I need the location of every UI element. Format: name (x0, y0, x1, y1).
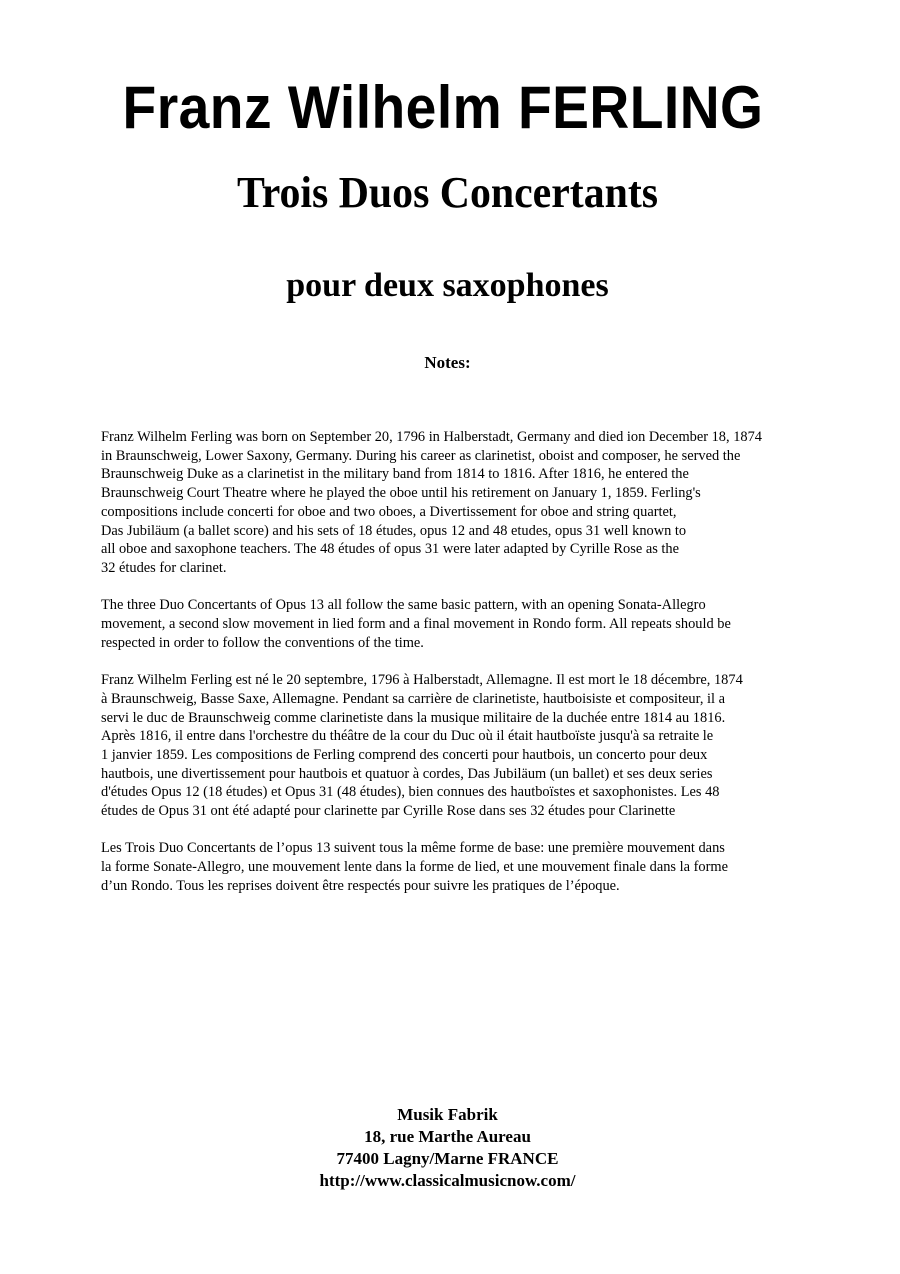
text-line: Franz Wilhelm Ferling was born on September 20, 1796 in Halberstadt, Germany and died ion December 18, 1874 (101, 429, 762, 445)
text-line: à Braunschweig, Basse Saxe, Allemagne. Pendant sa carrière de clarinetiste, hautboisiste et compositeur, il a (101, 690, 726, 707)
text-line: d’un Rondo. Tous les reprises doivent être respectés pour suivre les pratiques de l’époque. (101, 877, 620, 894)
text-line: compositions include concerti for oboe and two oboes, a Divertissement for oboe and string quartet, (101, 503, 677, 520)
publisher-name: Musik Fabrik (397, 1105, 498, 1124)
composer-name: Franz Wilhelm FERLING (122, 74, 764, 141)
notes-paragraph-french-structure (101, 839, 871, 895)
text-line: hautbois, une divertissement pour hautbois et quatuor à cordes, Das Jubiläum (un ballet) et ses deux series (101, 765, 713, 782)
text-line: The three Duo Concertants of Opus 13 all follow the same basic pattern, with an opening Sonata-Allegro (101, 597, 706, 614)
publisher-block (0, 1104, 895, 1192)
text-line: 32 études for clarinet. (101, 559, 227, 576)
text-line: all oboe and saxophone teachers. The 48 études of opus 31 were later adapted by Cyrille Rose as the (101, 541, 679, 558)
text-line: Les Trois Duo Concertants de l’opus 13 suivent tous la même forme de base: une première mouvement dans (101, 840, 725, 857)
text-line: in Braunschweig, Lower Saxony, Germany. During his career as clarinetist, oboist and composer, he served the (101, 447, 741, 464)
text-line: servi le duc de Braunschweig comme clarinetiste dans la musique militaire de la duchée entre 1814 au 1816. (101, 709, 726, 726)
notes-body (101, 428, 871, 914)
text-line: d'études Opus 12 (18 études) et Opus 31 (48 études), bien connues des hautboïstes et saxophonistes. Les 48 (101, 784, 720, 801)
notes-paragraph-english-biography (101, 428, 871, 578)
notes-paragraph-english-structure (101, 596, 871, 652)
publisher-street: 18, rue Marthe Aureau (364, 1127, 531, 1146)
instrumentation-subtitle: pour deux saxophones (286, 267, 609, 304)
notes-paragraph-french-biography (101, 671, 871, 821)
text-line: la forme Sonate-Allegro, une mouvement lente dans la forme de lied, et une mouvement finale dans la forme (101, 859, 728, 876)
text-line: Braunschweig Duke as a clarinetist in the military band from 1814 to 1816. After 1816, he entered the (101, 466, 689, 483)
text-line: movement, a second slow movement in lied form and a final movement in Rondo form. All repeats should be (101, 616, 731, 633)
publisher-city: 77400 Lagny/Marne FRANCE (336, 1149, 559, 1168)
text-line: Franz Wilhelm Ferling est né le 20 septembre, 1796 à Halberstadt, Allemagne. Il est mort le 18 décembre, 1874 (101, 672, 743, 689)
text-line: respected in order to follow the conventions of the time. (101, 634, 424, 651)
text-line: Après 1816, il entre dans l'orchestre du théâtre de la cour du Duc où il était hautboïste jusqu'à sa retraite le (101, 728, 714, 745)
text-line: Das Jubiläum (a ballet score) and his sets of 18 études, opus 12 and 48 etudes, opus 31 well known to (101, 522, 687, 539)
work-title: Trois Duos Concertants (236, 168, 659, 217)
notes-heading: Notes: (424, 353, 471, 372)
text-line: Braunschweig Court Theatre where he played the oboe until his retirement on January 1, 1859. Ferling's (101, 485, 701, 502)
publisher-url: http://www.classicalmusicnow.com/ (319, 1171, 576, 1190)
text-line: 1 janvier 1859. Les compositions de Ferling comprend des concerti pour hautbois, un concerto pour deux (101, 746, 708, 763)
text-line: études de Opus 31 ont été adapté pour clarinette par Cyrille Rose dans ses 32 études pour Clarinette (101, 803, 676, 820)
